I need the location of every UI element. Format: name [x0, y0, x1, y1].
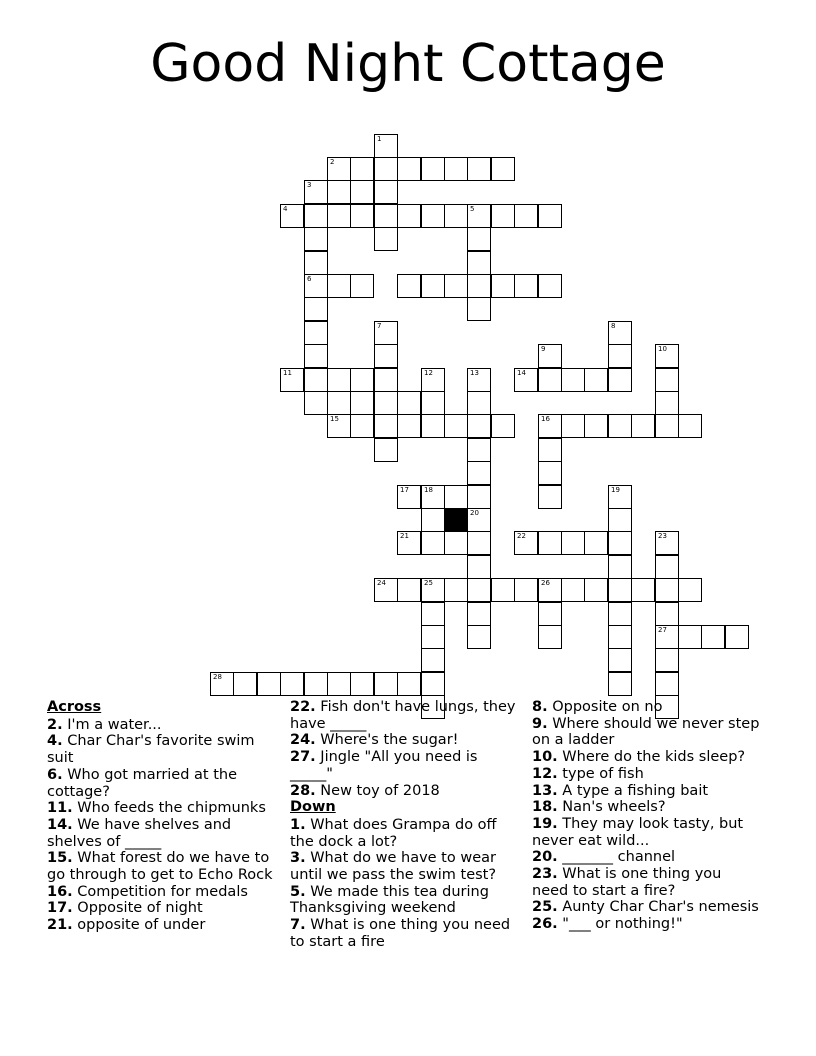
- grid-cell[interactable]: [467, 485, 491, 509]
- grid-cell[interactable]: [327, 157, 351, 181]
- down-clue: [532, 766, 762, 783]
- grid-cell[interactable]: [397, 391, 421, 415]
- grid-cell[interactable]: [491, 157, 515, 181]
- grid-cell[interactable]: [397, 531, 421, 555]
- clue-number-label: 27.: [290, 749, 316, 766]
- grid-cell[interactable]: [374, 672, 398, 696]
- grid-cell[interactable]: [444, 531, 468, 555]
- clue-text: What do we have to wear until we pass the swim test?: [290, 850, 497, 884]
- down-clue: [532, 799, 762, 816]
- clue-number: 4: [283, 205, 288, 213]
- across-clue: [47, 850, 277, 883]
- clue-number-label: 9.: [532, 715, 548, 732]
- across-clue: [290, 783, 520, 800]
- clue-column-1: [47, 699, 277, 934]
- clue-number: 6: [307, 275, 312, 283]
- clue-number-label: 5.: [290, 883, 306, 900]
- grid-cell[interactable]: [584, 531, 608, 555]
- clue-text: What does Grampa do off the dock a lot?: [290, 816, 497, 850]
- grid-cell[interactable]: [561, 414, 585, 438]
- grid-cell[interactable]: [467, 227, 491, 251]
- clue-text: We made this tea during Thanksgiving weekend: [290, 883, 489, 917]
- across-clue: [47, 800, 277, 817]
- grid-cell[interactable]: [514, 204, 538, 228]
- grid-cell[interactable]: [397, 204, 421, 228]
- clue-number: 25: [424, 579, 433, 587]
- grid-cell[interactable]: [467, 555, 491, 579]
- clue-number: 11: [283, 369, 292, 377]
- grid-cell[interactable]: [467, 602, 491, 626]
- clue-text: Char Char's favorite swim suit: [47, 733, 255, 767]
- puzzle-title: Good Night Cottage: [150, 34, 666, 94]
- grid-cell[interactable]: [491, 578, 515, 602]
- grid-cell[interactable]: [444, 578, 468, 602]
- clue-text: I'm a water...: [67, 716, 162, 733]
- grid-cell[interactable]: [350, 368, 374, 392]
- clue-text: They may look tasty, but never eat wild...: [532, 815, 744, 849]
- clue-text: Fish don't have lungs, they have _____: [290, 699, 516, 732]
- clue-number-label: 23.: [532, 866, 558, 883]
- grid-cell[interactable]: [608, 602, 632, 626]
- clue-number: 19: [611, 486, 620, 494]
- clue-text: _______ channel: [562, 849, 676, 866]
- grid-cell[interactable]: [608, 321, 632, 345]
- grid-cell[interactable]: [467, 391, 491, 415]
- grid-cell[interactable]: [561, 531, 585, 555]
- grid-cell[interactable]: [467, 251, 491, 275]
- grid-cell[interactable]: [655, 391, 679, 415]
- grid-cell[interactable]: [444, 274, 468, 298]
- down-clue: [290, 850, 520, 883]
- clue-number-label: 25.: [532, 899, 558, 916]
- clue-number-label: 6.: [47, 766, 63, 783]
- clue-number: 2: [330, 158, 335, 166]
- clue-number: 16: [541, 415, 550, 423]
- grid-cell[interactable]: [608, 368, 632, 392]
- clue-number: 18: [424, 486, 433, 494]
- grid-cell[interactable]: [467, 461, 491, 485]
- across-clue: [47, 917, 277, 934]
- clue-number-label: 11.: [47, 800, 73, 817]
- clue-number: 15: [330, 415, 339, 423]
- grid-cell[interactable]: [304, 321, 328, 345]
- grid-cell[interactable]: [608, 485, 632, 509]
- grid-cell[interactable]: [538, 204, 562, 228]
- grid-cell[interactable]: [584, 368, 608, 392]
- clue-number: 3: [307, 181, 312, 189]
- clue-text: Who got married at the cottage?: [47, 766, 238, 800]
- grid-cell[interactable]: [304, 227, 328, 251]
- grid-cell[interactable]: [444, 414, 468, 438]
- clue-text: Opposite on no: [552, 699, 663, 715]
- clue-number-label: 2.: [47, 716, 63, 733]
- grid-cell[interactable]: [655, 672, 679, 696]
- grid-cell[interactable]: [327, 391, 351, 415]
- down-heading: Down: [290, 799, 336, 816]
- clue-number-label: 12.: [532, 765, 558, 782]
- grid-cell[interactable]: [280, 368, 304, 392]
- grid-cell[interactable]: [304, 274, 328, 298]
- grid-cell[interactable]: [538, 602, 562, 626]
- grid-cell[interactable]: [304, 672, 328, 696]
- grid-cell[interactable]: [655, 368, 679, 392]
- clue-number: 20: [470, 509, 479, 517]
- grid-cell[interactable]: [421, 531, 445, 555]
- clue-text: "___ or nothing!": [562, 916, 683, 933]
- down-clue: [290, 817, 520, 850]
- grid-cell[interactable]: [421, 274, 445, 298]
- grid-cell[interactable]: [374, 227, 398, 251]
- grid-cell[interactable]: [397, 274, 421, 298]
- clue-number-label: 18.: [532, 799, 558, 816]
- grid-cell[interactable]: [538, 438, 562, 462]
- across-clue: [47, 717, 277, 734]
- clue-number: 27: [658, 626, 667, 634]
- clue-number-label: 24.: [290, 732, 316, 749]
- grid-cell[interactable]: [397, 485, 421, 509]
- clue-number-label: 4.: [47, 733, 63, 750]
- down-clue: [532, 816, 762, 849]
- grid-cell[interactable]: [538, 485, 562, 509]
- clue-number-label: 3.: [290, 850, 306, 867]
- grid-cell[interactable]: [421, 648, 445, 672]
- grid-cell[interactable]: [655, 344, 679, 368]
- clue-number: 10: [658, 345, 667, 353]
- grid-cell[interactable]: [374, 438, 398, 462]
- grid-cell[interactable]: [374, 157, 398, 181]
- clue-text: We have shelves and shelves of _____: [47, 816, 232, 850]
- grid-cell[interactable]: [538, 578, 562, 602]
- grid-cell[interactable]: [467, 297, 491, 321]
- grid-cell[interactable]: [397, 672, 421, 696]
- clue-number-label: 10.: [532, 749, 558, 766]
- clue-text: What is one thing you need to start a fire?: [532, 866, 722, 899]
- grid-cell[interactable]: [421, 368, 445, 392]
- grid-cell[interactable]: [538, 368, 562, 392]
- grid-cell[interactable]: [421, 204, 445, 228]
- down-clue: [532, 849, 762, 866]
- grid-cell[interactable]: [514, 368, 538, 392]
- clue-number-label: 22.: [290, 699, 316, 715]
- grid-cell[interactable]: [538, 344, 562, 368]
- grid-cell[interactable]: [467, 157, 491, 181]
- grid-cell[interactable]: [631, 578, 655, 602]
- grid-cell[interactable]: [678, 625, 702, 649]
- clue-text: Where should we never step on a ladder: [532, 715, 760, 749]
- grid-cell[interactable]: [374, 578, 398, 602]
- across-clue: [47, 884, 277, 901]
- black-square: [444, 508, 468, 532]
- clue-number: 13: [470, 369, 479, 377]
- clue-number-label: 20.: [532, 849, 558, 866]
- grid-cell[interactable]: [397, 578, 421, 602]
- grid-cell[interactable]: [374, 368, 398, 392]
- grid-cell[interactable]: [304, 368, 328, 392]
- grid-cell[interactable]: [608, 578, 632, 602]
- clue-number: 8: [611, 322, 616, 330]
- grid-cell[interactable]: [467, 274, 491, 298]
- grid-cell[interactable]: [538, 625, 562, 649]
- clue-number-label: 21.: [47, 917, 73, 934]
- across-heading: Across: [47, 699, 102, 715]
- clue-number: 23: [658, 532, 667, 540]
- grid-cell[interactable]: [655, 578, 679, 602]
- grid-cell[interactable]: [491, 414, 515, 438]
- grid-cell[interactable]: [350, 274, 374, 298]
- grid-cell[interactable]: [327, 672, 351, 696]
- grid-cell[interactable]: [421, 508, 445, 532]
- grid-cell[interactable]: [327, 204, 351, 228]
- grid-cell[interactable]: [233, 672, 257, 696]
- grid-cell[interactable]: [608, 625, 632, 649]
- grid-cell[interactable]: [421, 672, 445, 696]
- clue-number: 1: [377, 135, 382, 143]
- grid-cell[interactable]: [514, 531, 538, 555]
- down-clue: [532, 866, 762, 899]
- grid-cell[interactable]: [584, 414, 608, 438]
- clue-column-3: [532, 699, 762, 933]
- across-clue: [290, 749, 520, 782]
- grid-cell[interactable]: [280, 204, 304, 228]
- clue-number: 12: [424, 369, 433, 377]
- grid-cell[interactable]: [561, 368, 585, 392]
- clue-text: New toy of 2018: [320, 782, 440, 799]
- grid-cell[interactable]: [608, 672, 632, 696]
- clue-number: 7: [377, 322, 382, 330]
- grid-cell[interactable]: [608, 555, 632, 579]
- grid-cell[interactable]: [350, 157, 374, 181]
- grid-cell[interactable]: [514, 274, 538, 298]
- grid-cell[interactable]: [467, 438, 491, 462]
- grid-cell[interactable]: [608, 531, 632, 555]
- clue-number: 26: [541, 579, 550, 587]
- grid-cell[interactable]: [327, 368, 351, 392]
- grid-cell[interactable]: [280, 672, 304, 696]
- grid-cell[interactable]: [538, 531, 562, 555]
- grid-cell[interactable]: [304, 297, 328, 321]
- grid-cell[interactable]: [304, 391, 328, 415]
- down-clue: [532, 916, 762, 933]
- grid-cell[interactable]: [491, 204, 515, 228]
- grid-cell[interactable]: [421, 625, 445, 649]
- grid-cell[interactable]: [701, 625, 725, 649]
- down-clue: [532, 899, 762, 916]
- grid-cell[interactable]: [444, 204, 468, 228]
- grid-cell[interactable]: [421, 602, 445, 626]
- clue-number-label: 8.: [532, 699, 548, 715]
- clue-number-label: 16.: [47, 883, 73, 900]
- grid-cell[interactable]: [257, 672, 281, 696]
- grid-cell[interactable]: [304, 204, 328, 228]
- down-clue: [290, 917, 520, 950]
- grid-cell[interactable]: [655, 555, 679, 579]
- grid-cell[interactable]: [421, 414, 445, 438]
- clue-number-label: 28.: [290, 782, 316, 799]
- clue-text: What is one thing you need to start a fire: [290, 917, 511, 950]
- grid-cell[interactable]: [467, 368, 491, 392]
- clue-text: Opposite of night: [77, 900, 203, 917]
- clue-number: 9: [541, 345, 546, 353]
- clue-text: type of fish: [562, 765, 644, 782]
- grid-cell[interactable]: [374, 321, 398, 345]
- clue-text: Who feeds the chipmunks: [77, 800, 266, 817]
- grid-cell[interactable]: [608, 414, 632, 438]
- grid-cell[interactable]: [421, 485, 445, 509]
- clue-number-label: 26.: [532, 916, 558, 933]
- clue-number-label: 13.: [532, 782, 558, 799]
- grid-cell[interactable]: [655, 602, 679, 626]
- clue-text: Jingle "All you need is _____": [290, 749, 478, 782]
- clue-text: Nan's wheels?: [562, 799, 666, 816]
- grid-cell[interactable]: [467, 508, 491, 532]
- grid-cell[interactable]: [327, 274, 351, 298]
- clue-number-label: 19.: [532, 815, 558, 832]
- across-clue: [290, 732, 520, 749]
- grid-cell[interactable]: [327, 414, 351, 438]
- down-clue: [290, 884, 520, 917]
- down-clue: [532, 783, 762, 800]
- across-clue: [47, 767, 277, 800]
- clue-number: 17: [400, 486, 409, 494]
- clue-column-2: [290, 699, 520, 951]
- grid-cell[interactable]: [350, 672, 374, 696]
- grid-cell[interactable]: [538, 414, 562, 438]
- grid-cell[interactable]: [538, 461, 562, 485]
- grid-cell[interactable]: [678, 578, 702, 602]
- grid-cell[interactable]: [374, 204, 398, 228]
- grid-cell[interactable]: [304, 251, 328, 275]
- grid-cell[interactable]: [584, 578, 608, 602]
- grid-cell[interactable]: [538, 274, 562, 298]
- across-clue: [290, 699, 520, 732]
- grid-cell[interactable]: [350, 180, 374, 204]
- grid-cell[interactable]: [374, 180, 398, 204]
- grid-cell[interactable]: [514, 578, 538, 602]
- clue-number-label: 14.: [47, 816, 73, 833]
- grid-cell[interactable]: [350, 391, 374, 415]
- grid-cell[interactable]: [631, 414, 655, 438]
- grid-cell[interactable]: [655, 414, 679, 438]
- clue-number: 21: [400, 532, 409, 540]
- down-clue: [532, 749, 762, 766]
- clue-text: opposite of under: [77, 917, 206, 934]
- grid-cell[interactable]: [467, 625, 491, 649]
- clue-text: Aunty Char Char's nemesis: [562, 899, 759, 916]
- grid-cell[interactable]: [421, 578, 445, 602]
- grid-cell[interactable]: [304, 344, 328, 368]
- grid-cell[interactable]: [374, 134, 398, 158]
- clue-text: A type a fishing bait: [562, 782, 709, 799]
- down-clue: [532, 699, 762, 716]
- grid-cell[interactable]: [725, 625, 749, 649]
- clue-text: What forest do we have to go through to get to Echo Rock: [47, 850, 273, 884]
- grid-cell[interactable]: [421, 157, 445, 181]
- grid-cell[interactable]: [608, 508, 632, 532]
- clue-number-label: 1.: [290, 816, 306, 833]
- grid-cell[interactable]: [374, 344, 398, 368]
- grid-cell[interactable]: [467, 414, 491, 438]
- clue-number: 22: [517, 532, 526, 540]
- clue-number-label: 7.: [290, 917, 306, 934]
- clue-number: 5: [470, 205, 475, 213]
- clue-number-label: 15.: [47, 850, 73, 867]
- down-clue: [532, 716, 762, 749]
- grid-cell[interactable]: [608, 344, 632, 368]
- clue-text: Where's the sugar!: [320, 732, 459, 749]
- clue-number-label: 17.: [47, 900, 73, 917]
- grid-cell[interactable]: [210, 672, 234, 696]
- grid-cell[interactable]: [655, 531, 679, 555]
- grid-cell[interactable]: [421, 391, 445, 415]
- grid-cell[interactable]: [304, 180, 328, 204]
- grid-cell[interactable]: [327, 180, 351, 204]
- grid-cell[interactable]: [655, 625, 679, 649]
- clue-number: 14: [517, 369, 526, 377]
- grid-cell[interactable]: [608, 648, 632, 672]
- grid-cell[interactable]: [678, 414, 702, 438]
- clue-text: Competition for medals: [77, 883, 248, 900]
- grid-cell[interactable]: [467, 204, 491, 228]
- grid-cell[interactable]: [444, 485, 468, 509]
- across-clue: [47, 817, 277, 850]
- grid-cell[interactable]: [444, 157, 468, 181]
- grid-cell[interactable]: [491, 274, 515, 298]
- grid-cell[interactable]: [374, 414, 398, 438]
- grid-cell[interactable]: [350, 414, 374, 438]
- grid-cell[interactable]: [397, 414, 421, 438]
- across-clue: [47, 733, 277, 766]
- across-clue: [47, 900, 277, 917]
- grid-cell[interactable]: [350, 204, 374, 228]
- grid-cell[interactable]: [561, 578, 585, 602]
- grid-cell[interactable]: [655, 648, 679, 672]
- grid-cell[interactable]: [397, 157, 421, 181]
- clue-text: Where do the kids sleep?: [562, 749, 746, 766]
- grid-cell[interactable]: [374, 391, 398, 415]
- grid-cell[interactable]: [467, 531, 491, 555]
- clue-number: 28: [213, 673, 222, 681]
- grid-cell[interactable]: [467, 578, 491, 602]
- clue-number: 24: [377, 579, 386, 587]
